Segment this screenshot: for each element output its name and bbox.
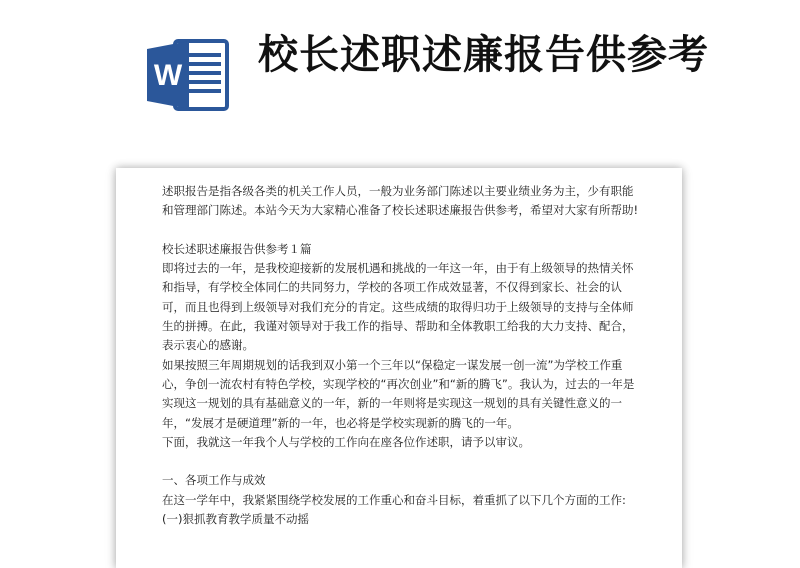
paragraph-body: 在这一学年中，我紧紧围绕学校发展的工作重心和奋斗目标，着重抓了以下几个方面的工作: [162,492,626,507]
paragraph-body: 下面，我就这一年我个人与学校的工作向在座各位作述职，请予以审议。 [162,434,530,449]
subsection-heading: (一)狠抓教育教学质量不动摇 [162,512,309,527]
blank-line [162,452,642,471]
section-heading: 校长述职述廉报告供参考１篇 [162,241,312,256]
page-header [0,0,800,160]
word-icon-letter: W [153,59,183,92]
document-page [116,168,682,568]
document-body [162,182,642,529]
paragraph-intro: 述职报告是指各级各类的机关工作人员，一般为业务部门陈述以主要业绩业务为主，少有职能和管理部门陈述。本站今天为大家精心准备了校长述职述廉报告供参考，希望对大家有所帮助! [162,184,639,218]
paragraph-body: 如果按照三年周期规划的话我到双小第一个三年以“保稳定一谋发展一创一流”为学校工作重心，争创一流农村有特色学校，实现学校的“再次创业”和“新的腾飞”。我认为，过去的一年是实现这一规划的具有基础意义的一年，新的一年则将是实现这一规划的具有关键性意义的一年，“发展才是硬道理”新的一年，也必将是学校实现新的腾飞的一年。 [162,357,635,430]
paragraph-body: 即将过去的一年，是我校迎接新的发展机遇和挑战的一年这一年，由于有上级领导的热情关怀和指导，有学校全体同仁的共同努力，学校的各项工作成效显著，不仅得到家长、社会的认可，而且也得到上级领导对我们充分的肯定。这些成绩的取得归功于上级领导的支持与全体师生的拼搏。在此，我谨对领导对于我工作的指导、帮助和全体教职工给我的大力支持、配合，表示衷心的感谢。 [162,261,634,353]
blank-line [162,221,642,240]
word-document-icon [145,35,231,115]
document-title: 校长述职述廉报告供参考 [258,32,709,78]
section-heading: 一、各项工作与成效 [162,473,266,488]
